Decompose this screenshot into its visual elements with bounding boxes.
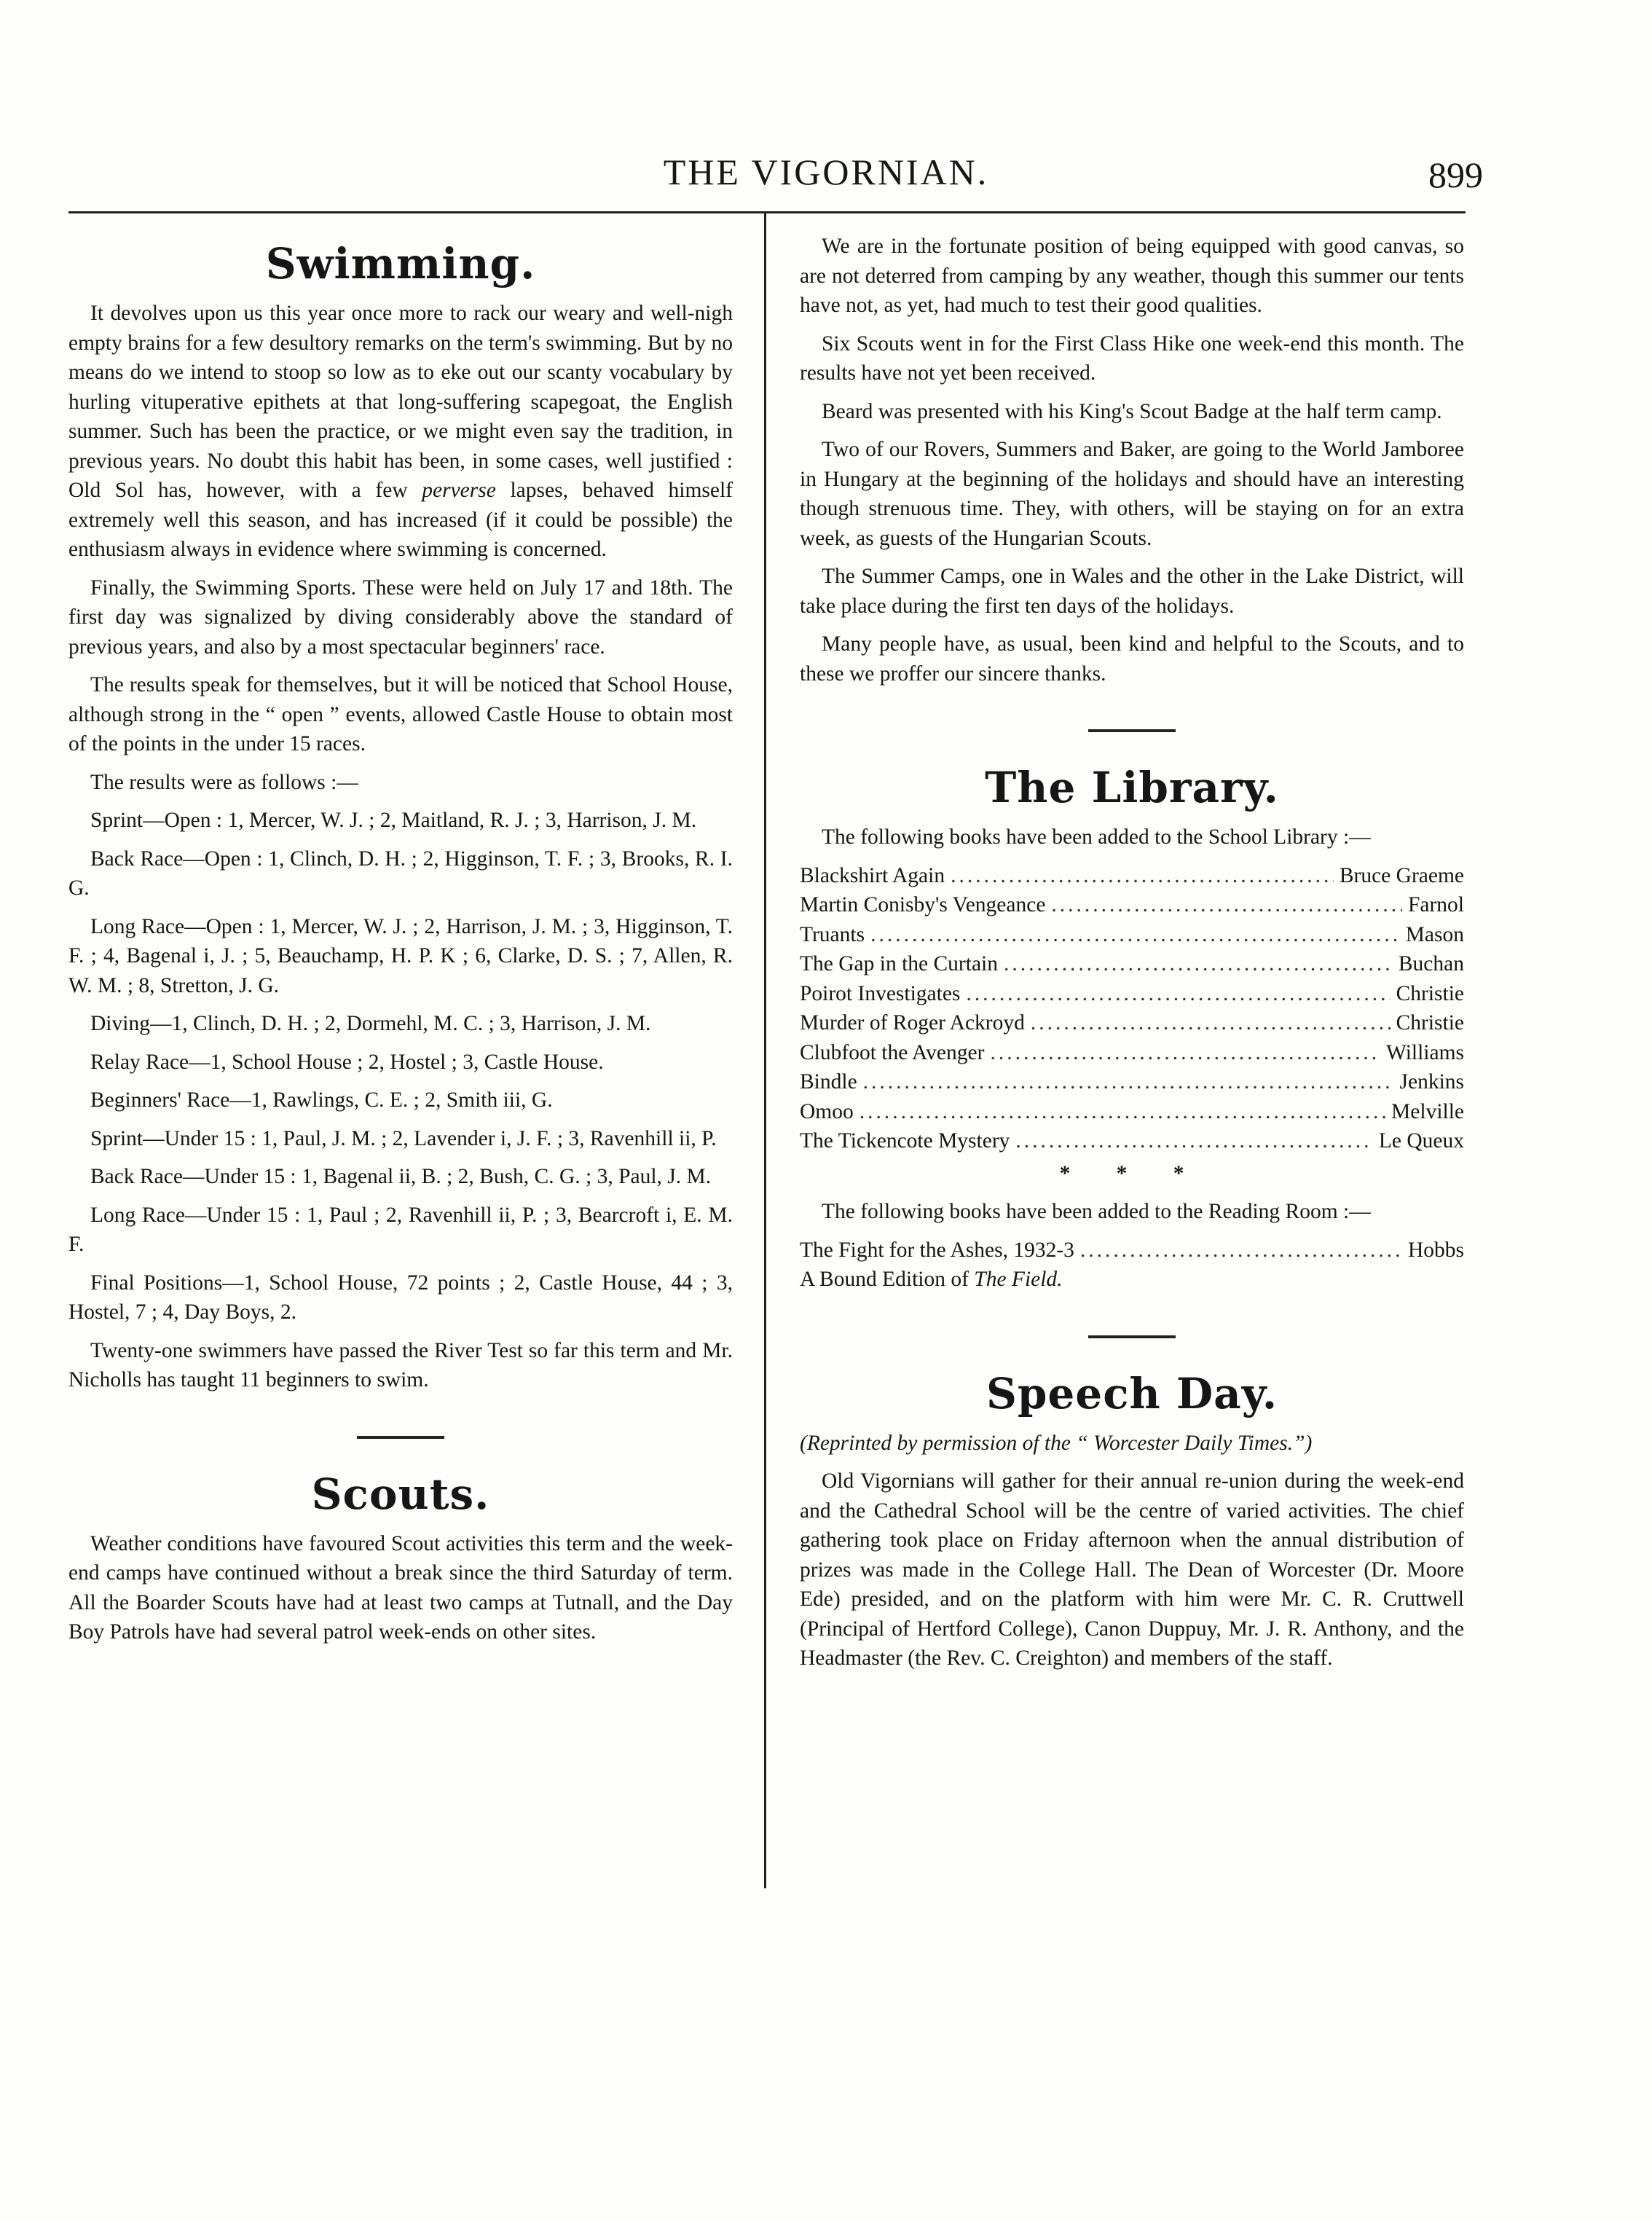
book-entry (800, 890, 1464, 920)
book-entry (800, 1126, 1464, 1156)
reading-room-intro: The following books have been added to the Reading Room :— (822, 1200, 1371, 1223)
speech-day-paragraph-1: Old Vigornians will gather for their annual re-union during the week-end and the Cathedral School will be the centre of varied activities. The chief gathering took place on Friday afternoon when the annual distribution of prizes was made in the College Hall. The Dean of Worcester (Dr. Moore Ede) presided, and on the platform with him were Mr. C. R. Cruttwell (Principal of Hertford College), Canon Duppuy, Mr. J. R. Anthony, and the Headmaster (the Rev. C. Creighton) and members of the staff. (800, 1469, 1464, 1670)
result-item: Relay Race—1, School House ; 2, Hostel ; 3, Castle House. (90, 1050, 604, 1074)
scouts-paragraph-3: Six Scouts went in for the First Class Hike one week-end this month. The results have not yet been received. (800, 331, 1464, 385)
right-column (800, 219, 1464, 1682)
book-entry (800, 1097, 1464, 1127)
scouts-title: Scouts. (311, 1469, 490, 1519)
page-number: 899 (1428, 154, 1483, 195)
book-author: Christie (1396, 981, 1464, 1005)
result-item: Final Positions—1, School House, 72 points ; 2, Castle House, 44 ; 3, Hostel, 7 ; 4, Day Boys, 2. (68, 1271, 733, 1324)
swimming-title: Swimming. (265, 239, 536, 288)
result-item: Sprint—Open : 1, Mercer, W. J. ; 2, Maitland, R. J. ; 3, Harrison, J. M. (90, 809, 697, 832)
library-intro: The following books have been added to the School Library :— (822, 825, 1371, 849)
left-column (68, 219, 733, 1656)
speech-day-credit: (Reprinted by permission of the “ Worcester Daily Times.”) (800, 1431, 1313, 1455)
book-author: Buchan (1398, 952, 1464, 975)
result-item: Sprint—Under 15 : 1, Paul, J. M. ; 2, Lavender i, J. F. ; 3, Ravenhill ii, P. (90, 1126, 717, 1150)
book-author: Hobbs (1407, 1238, 1464, 1262)
scouts-paragraph-6: The Summer Camps, one in Wales and the other in the Lake District, will take place during the first ten days of the holidays. (800, 565, 1464, 618)
book-author: Mason (1405, 922, 1464, 946)
result-item: Beginners' Race—1, Rawlings, C. E. ; 2, Smith iii, G. (90, 1088, 553, 1112)
book-entry (800, 861, 1464, 891)
scouts-paragraph-2: We are in the fortunate position of being equipped with good canvas, so are not deterred from camping by any weather, though this summer our tents have not, as yet, had much to test their good qualities. (800, 235, 1464, 317)
book-author: Le Queux (1378, 1129, 1464, 1153)
book-title: Clubfoot the Avenger (800, 1040, 985, 1064)
book-author: Williams (1386, 1040, 1464, 1064)
scouts-paragraph-7: Many people have, as usual, been kind and helpful to the Scouts, and to these we proffer our sincere thanks. (800, 632, 1464, 686)
result-item: Back Race—Open : 1, Clinch, D. H. ; 2, Higginson, T. F. ; 3, Brooks, R. I. G. (68, 847, 733, 900)
result-item: Long Race—Under 15 : 1, Paul ; 2, Ravenhill ii, P. ; 3, Bearcroft i, E. M. F. (68, 1203, 733, 1256)
bound-edition-line: A Bound Edition of The Field. (800, 1268, 1063, 1291)
book-title: Blackshirt Again (800, 863, 945, 887)
book-entry (800, 1067, 1464, 1097)
swimming-closing-paragraph: Twenty-one swimmers have passed the River Test so far this term and Mr. Nicholls has taught 11 beginners to swim. (68, 1338, 733, 1391)
book-entry (800, 1008, 1464, 1038)
book-title: The Gap in the Curtain (800, 952, 998, 975)
book-author: Melville (1391, 1099, 1464, 1123)
column-divider (764, 213, 766, 1888)
book-entry (800, 979, 1464, 1009)
book-entry (800, 949, 1464, 979)
book-title: The Tickencote Mystery (800, 1129, 1010, 1153)
running-head-title: THE VIGORNIAN. (663, 152, 989, 192)
section-divider (357, 1436, 444, 1439)
book-author: Jenkins (1399, 1070, 1464, 1094)
book-title: Bindle (800, 1070, 857, 1094)
result-item: Back Race—Under 15 : 1, Bagenal ii, B. ; 2, Bush, C. G. ; 3, Paul, J. M. (90, 1165, 712, 1188)
scouts-paragraph-5: Two of our Rovers, Summers and Baker, are going to the World Jamboree in Hungary at the beginning of the holidays and should have an interesting though strenuous time. They, with others, will be staying on for an extra week, as guests of the Hungarian Scouts. (800, 438, 1464, 550)
book-title: Poirot Investigates (800, 981, 961, 1005)
book-entry (800, 1038, 1464, 1068)
swimming-paragraph-1: It devolves upon us this year once more to rack our weary and well-nigh empty brains for a few desultory remarks on the term's swimming. But by no means do we intend to stoop so low as to eke out our scanty vocabulary by hurling vituperative epithets at that long-suffering scapegoat, the English summer. Such has been the practice, or we might even say the tradition, in previous years. No doubt this habit has been, in some cases, well justified : Old Sol has, however, with a few perverse lapses, behaved himself extremely well this season, and has increased (if it could be possible) the enthusiasm always in evidence where swimming is concerned. (68, 302, 733, 561)
book-title: Martin Conisby's Vengeance (800, 893, 1046, 916)
book-title: Truants (800, 922, 865, 946)
scouts-paragraph-4: Beard was presented with his King's Scout Badge at the half term camp. (822, 399, 1442, 423)
asterism: * * * (1059, 1161, 1205, 1185)
book-author: Bruce Graeme (1339, 863, 1464, 887)
result-item: Long Race—Open : 1, Mercer, W. J. ; 2, Harrison, J. M. ; 3, Higginson, T. F. ; 4, Bagenal i, J. ; 5, Beauchamp, H. P. K ; 6, Clarke, D. S. ; 7, Allen, R. W. M. ; 8, Stretton, J. G. (68, 914, 733, 997)
book-title: Murder of Roger Ackroyd (800, 1011, 1025, 1035)
section-divider (1088, 729, 1176, 732)
section-divider (1088, 1335, 1176, 1338)
book-author: Farnol (1407, 893, 1464, 916)
book-title: Omoo (800, 1099, 854, 1123)
book-author: Christie (1396, 1011, 1464, 1035)
library-title: The Library. (985, 763, 1279, 812)
header-rule (68, 211, 1466, 213)
scouts-paragraph-1: Weather conditions have favoured Scout activities this term and the week-end camps have continued without a break since the third Saturday of term. All the Boarder Scouts have had at least two camps at Tutnall, and the Day Boy Patrols have had several patrol week-ends on other sites. (68, 1531, 733, 1644)
book-title: The Fight for the Ashes, 1932-3 (800, 1238, 1074, 1262)
swimming-paragraph-4: The results were as follows :— (90, 770, 358, 794)
swimming-paragraph-2: Finally, the Swimming Sports. These were held on July 17 and 18th. The first day was signalized by diving considerably above the standard of previous years, and also by a most spectacular beginners' race. (68, 576, 733, 659)
book-entry (800, 1236, 1464, 1265)
speech-day-title: Speech Day. (986, 1368, 1278, 1418)
swimming-paragraph-3: The results speak for themselves, but it will be noticed that School House, although strong in the “ open ” events, allowed Castle House to obtain most of the points in the under 15 races. (68, 673, 733, 755)
result-item: Diving—1, Clinch, D. H. ; 2, Dormehl, M. C. ; 3, Harrison, J. M. (90, 1012, 651, 1035)
book-entry (800, 920, 1464, 950)
